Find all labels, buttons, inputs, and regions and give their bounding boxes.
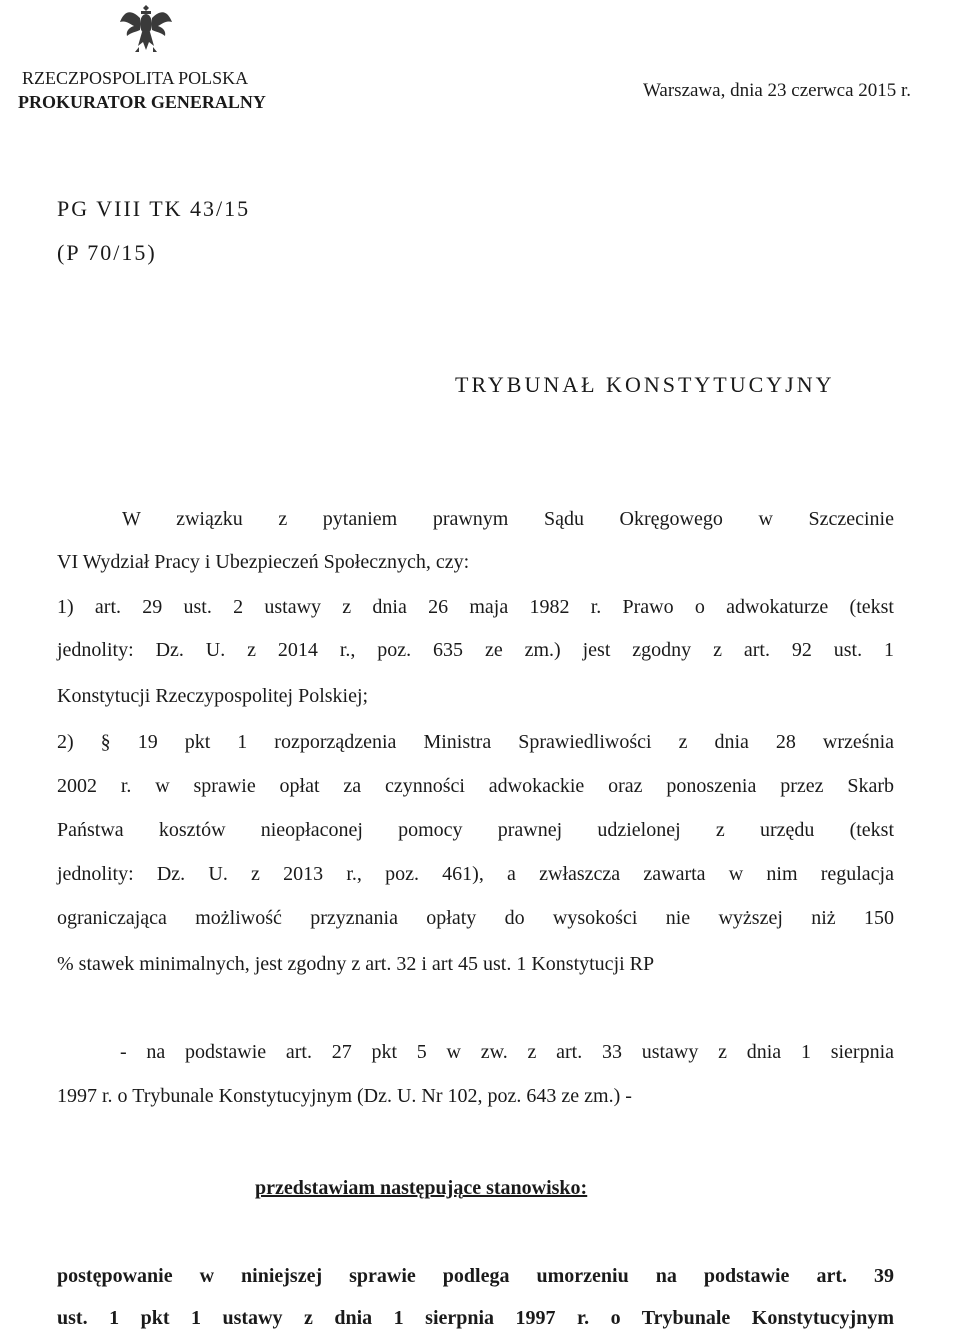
body-line: 1) art. 29 ust. 2 ustawy z dnia 26 maja 1982 r. Prawo o adwokaturze (tekst (57, 596, 894, 618)
body-line: jednolity: Dz. U. z 2013 r., poz. 461), a zwłaszcza zawarta w nim regulacja (57, 863, 894, 885)
organization-office: PROKURATOR GENERALNY (18, 92, 266, 112)
addressee: TRYBUNAŁ KONSTYTUCYJNY (455, 372, 835, 397)
body-line: Konstytucji Rzeczypospolitej Polskiej; (57, 685, 369, 707)
body-line: 2) § 19 pkt 1 rozporządzenia Ministra Sprawiedliwości z dnia 28 września (57, 731, 894, 753)
body-line: jednolity: Dz. U. z 2014 r., poz. 635 ze zm.) jest zgodny z art. 92 ust. 1 (57, 639, 894, 661)
body-line: - na podstawie art. 27 pkt 5 w zw. z art. 33 ustawy z dnia 1 sierpnia (120, 1041, 894, 1063)
body-line: % stawek minimalnych, jest zgodny z art. 32 i art 45 ust. 1 Konstytucji RP (57, 953, 655, 975)
conclusion-line: ust. 1 pkt 1 ustawy z dnia 1 sierpnia 1997 r. o Trybunale Konstytucyjnym (57, 1307, 894, 1329)
organization-name: RZECZPOSPOLITA POLSKA (22, 68, 249, 88)
document-date: Warszawa, dnia 23 czerwca 2015 r. (643, 80, 912, 101)
statement-heading: przedstawiam następujące stanowisko: (255, 1177, 588, 1199)
case-signature: PG VIII TK 43/15 (57, 196, 251, 221)
conclusion-line: postępowanie w niniejszej sprawie podlega umorzeniu na podstawie art. 39 (57, 1265, 894, 1287)
body-line: ograniczająca możliwość przyznania opłaty do wysokości nie wyższej niż 150 (57, 907, 894, 929)
body-line: 1997 r. o Trybunale Konstytucyjnym (Dz. U. Nr 102, poz. 643 ze zm.) - (57, 1085, 632, 1107)
body-line: W związku z pytaniem prawnym Sądu Okręgowego w Szczecinie (122, 508, 894, 530)
body-line: VI Wydział Pracy i Ubezpieczeń Społecznych, czy: (57, 551, 470, 573)
body-line: 2002 r. w sprawie opłat za czynności adwokackie oraz ponoszenia przez Skarb (57, 775, 894, 797)
case-reference: (P 70/15) (57, 240, 157, 265)
body-line: Państwa kosztów nieopłaconej pomocy prawnej udzielonej z urzędu (tekst (57, 819, 894, 841)
polish-eagle-emblem-icon (118, 2, 174, 54)
